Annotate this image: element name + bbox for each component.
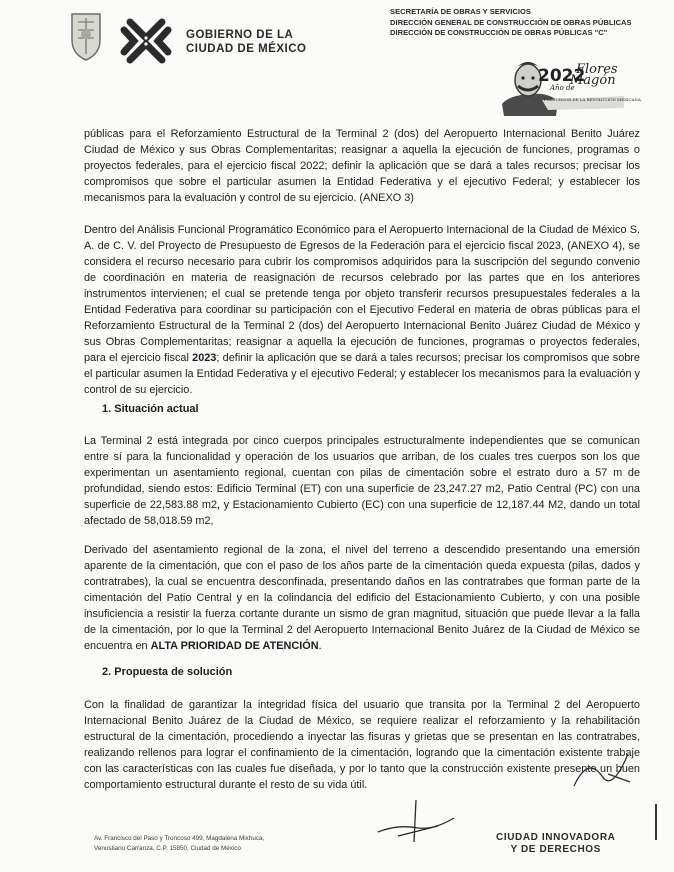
coat-of-arms-icon bbox=[68, 10, 104, 62]
address-line1: Av. Francisco del Paso y Troncoso 499, Magdalena Mixhuca, bbox=[94, 835, 265, 842]
badge-year: 2022 bbox=[538, 66, 586, 86]
badge-tagline: PRECURSOR DE LA REVOLUCIÓN MEXICANA bbox=[544, 97, 641, 102]
slogan-line1: CIUDAD INNOVADORA bbox=[496, 832, 616, 843]
paragraph-4 bbox=[84, 542, 640, 654]
paragraph-2-text-a: Dentro del Análisis Funcional Programático Económico para el Aeropuerto Internacional de la Ciudad de México S. A. de C. V. del Proyecto de Presupuesto de Egresos de la Federación para el ejercicio fiscal 2023, (ANEXO 4), se considera el recurso necesario para cubrir los compromisos adquiridos para la suscripción del segundo convenio de coordinación en materia de reasignación de recursos celebrado por las partes que en los anteriores instrumentos intervienen; el cual se pretende tenga por objeto transferir recursos presupuestales federales a la Entidad Federativa para coordinar su participación con el Ejecutivo Federal en materia de obras públicas para el Reforzamiento Estructural de la Terminal 2 (dos) del Aeropuerto Internacional Benito Juárez Ciudad de México y sus Obras Complementaritas; reasignar a aquella la ejecución de funciones, programas o proyectos federales, para el ejercicio fiscal bbox=[84, 224, 640, 364]
paragraph-2-text-b: ; definir la aplicación que se dará a tales recursos; precisar los compromisos que sobre el particular asumen la Entidad Federativa y el ejecutivo Federal; y establecer los mecanismos para la evaluación y control de su ejercicio. bbox=[84, 352, 640, 396]
margin-mark-icon bbox=[652, 802, 660, 842]
badge-name-flores: Flores bbox=[576, 62, 618, 77]
signature-mark-icon bbox=[568, 746, 638, 796]
cdmx-logo-icon bbox=[116, 12, 176, 70]
address-line2: Venustiano Carranza, C.P. 15850, Ciudad de México bbox=[94, 845, 241, 852]
paragraph-5: Con la finalidad de garantizar la integridad física del usuario que transita por la Terminal 2 del Aeropuerto Internacional Benito Juárez de la Ciudad de México, se requiere realizar el reforzamiento y la rehabilitación estructural de la cimentación, procediendo a inyectar las fisuras y grietas que se presentan en las contratrabes, realizando rellenos para lograr el confinamiento de la cimentación, logrando que la cimentación existente trabaje con las características con las cuales fue diseñada, y por lo tanto que la construcción existente presente un buen comportamiento estructural durante el resto de su vida útil. bbox=[84, 699, 640, 791]
priority-label: ALTA PRIORIDAD DE ATENCIÓN bbox=[150, 640, 319, 652]
department-line1: SECRETARÍA DE OBRAS Y SERVICIOS bbox=[390, 7, 531, 16]
section-heading-propuesta: 2. Propuesta de solución bbox=[102, 666, 233, 678]
badge-name-magon: Magón bbox=[570, 73, 616, 88]
paragraph-4-text-a: Derivado del asentamiento regional de la zona, el nivel del terreno a descendido presentando una emersión aparente de la cimentación, que con el paso de los años parte de la cimentación queda expuesta (pilas, dados y contratrabes), la cual se encuentra desconfinada, presentando daños en las contratrabes que forman parte de la cimentación del Patio Central y en la colindancia del edificio del Estacionamiento Cubierto, y con una posible insuficiencia a resistir la fuerza cortante durante un sismo de gran magnitud, situación que puede llevar a la falla de la cimentación, por lo que la Terminal 2 del Aeropuerto Internacional Benito Juárez de la Ciudad de México se encuentra en bbox=[84, 544, 640, 652]
footer-slogan bbox=[496, 832, 615, 856]
paragraph-2 bbox=[84, 222, 640, 398]
government-name bbox=[186, 28, 306, 56]
year-badge bbox=[498, 56, 641, 118]
government-name-line1: GOBIERNO DE LA bbox=[186, 29, 294, 41]
paragraph-2-bold-year: 2023 bbox=[192, 352, 217, 364]
department-line2: DIRECCIÓN GENERAL DE CONSTRUCCIÓN DE OBRAS PÚBLICAS bbox=[390, 17, 632, 27]
slogan-line2: Y DE DERECHOS bbox=[510, 844, 601, 855]
government-name-line2: CIUDAD DE MÉXICO bbox=[186, 43, 307, 55]
footer-address bbox=[94, 834, 264, 854]
signature-icon bbox=[368, 796, 458, 846]
department-line3: DIRECCIÓN DE CONSTRUCCIÓN DE OBRAS PÚBLICAS "C" bbox=[390, 28, 608, 37]
department-header bbox=[390, 7, 632, 39]
paragraph-3: La Terminal 2 está integrada por cinco cuerpos principales estructuralmente independientes que se comunican entre sí para la funcionalidad y operación de los usuarios que arriban, de los cuales tres cuerpos son los que experimentan un asentamiento regional, cuentan con pilas de cimentación sobre el estrato duro a 57 m de profundidad, siendo estos: Edificio Terminal (ET) con una superficie de 23,247.27 m2, Patio Central (PC) con una superficie de 22,583.88 m2, y Estacionamiento Cubierto (EC) con una superficie de 12,187.44 M2, dando un total afectado de 58,018.59 m2, bbox=[84, 435, 640, 527]
section-heading-situacion: 1. Situación actual bbox=[102, 403, 199, 415]
badge-anio: Año de bbox=[550, 84, 575, 92]
paragraph-1: públicas para el Reforzamiento Estructural de la Terminal 2 (dos) del Aeropuerto Internacional Benito Juárez Ciudad de México y sus Obras Complementaritas; reasignar a aquella la ejecución de funciones, programas o proyectos federales, para el ejercicio fiscal 2022; definir la aplicación que se dará a tales recursos; precisar los compromisos que sobre el particular asumen la Entidad Federativa y el ejecutivo Federal; y establecer los mecanismos para la evaluación y control de su ejercicio. (ANEXO 3) bbox=[84, 128, 640, 204]
paragraph-4-text-b: . bbox=[318, 640, 322, 652]
